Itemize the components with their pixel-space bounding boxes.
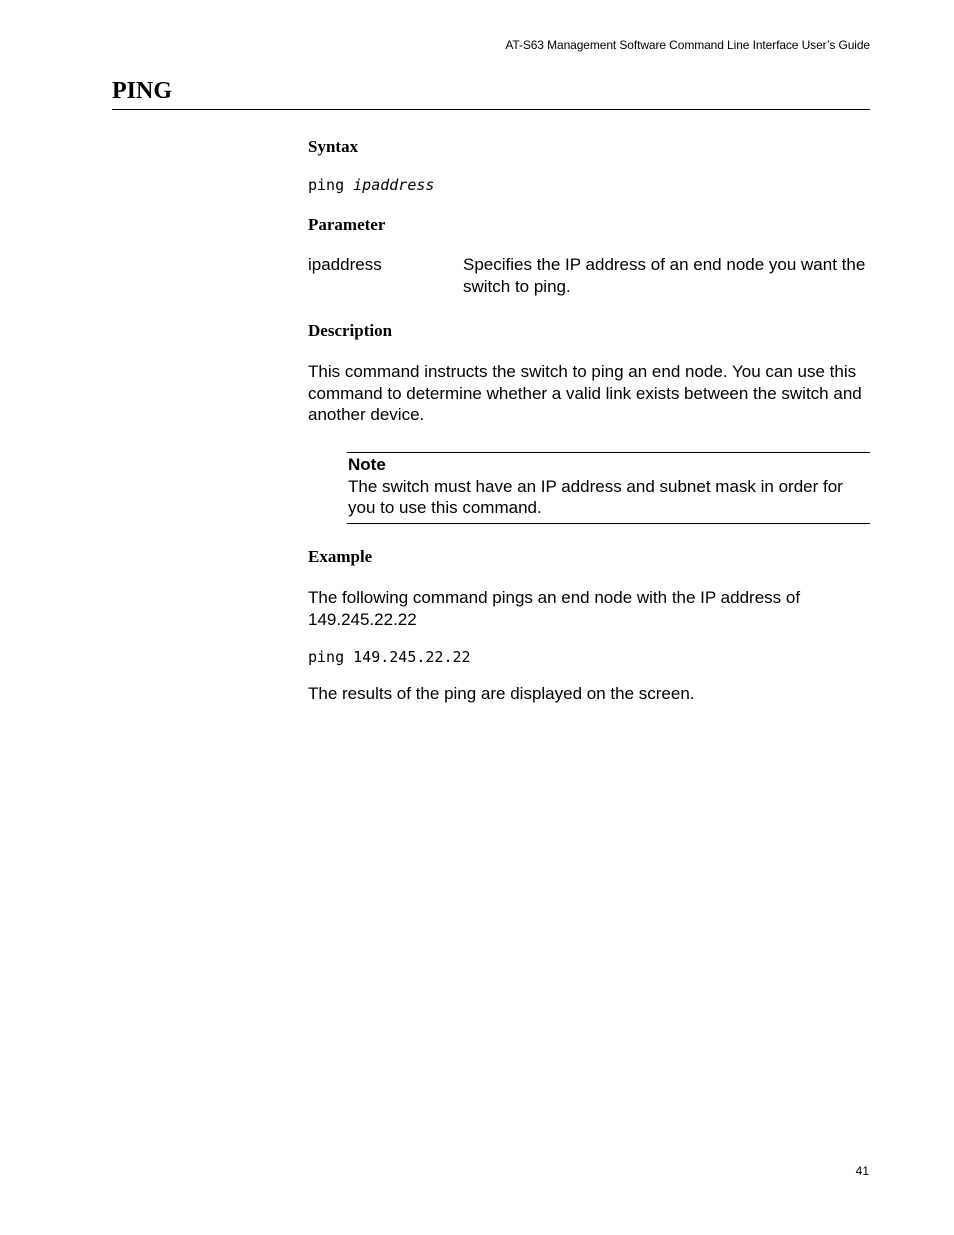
running-header: AT-S63 Management Software Command Line Interface User’s Guide — [505, 38, 870, 52]
parameter-description: Specifies the IP address of an end node you want the switch to ping. — [463, 255, 866, 296]
page-number: 41 — [855, 1164, 869, 1178]
description-heading: Description — [308, 321, 393, 340]
example-heading: Example — [308, 547, 373, 566]
example-command: ping 149.245.22.22 — [308, 648, 471, 666]
example-result: The results of the ping are displayed on the screen. — [308, 684, 695, 703]
title-rule — [112, 109, 870, 110]
page-title: PING — [112, 78, 172, 104]
syntax-command-name: ping — [308, 176, 345, 194]
note-title: Note — [348, 455, 386, 474]
syntax-heading: Syntax — [308, 137, 359, 156]
syntax-command — [308, 176, 434, 194]
note-box — [347, 452, 870, 524]
note-text: The switch must have an IP address and subnet mask in order for you to use this command. — [348, 476, 843, 517]
parameter-heading: Parameter — [308, 215, 386, 234]
syntax-argument: ipaddress — [353, 176, 435, 194]
description-text: This command instructs the switch to ping an end node. You can use this command to determine whether a valid link exists between the switch and another device. — [308, 362, 862, 424]
example-intro: The following command pings an end node with the IP address of 149.245.22.22 — [308, 588, 801, 629]
parameter-name: ipaddress — [308, 255, 382, 274]
